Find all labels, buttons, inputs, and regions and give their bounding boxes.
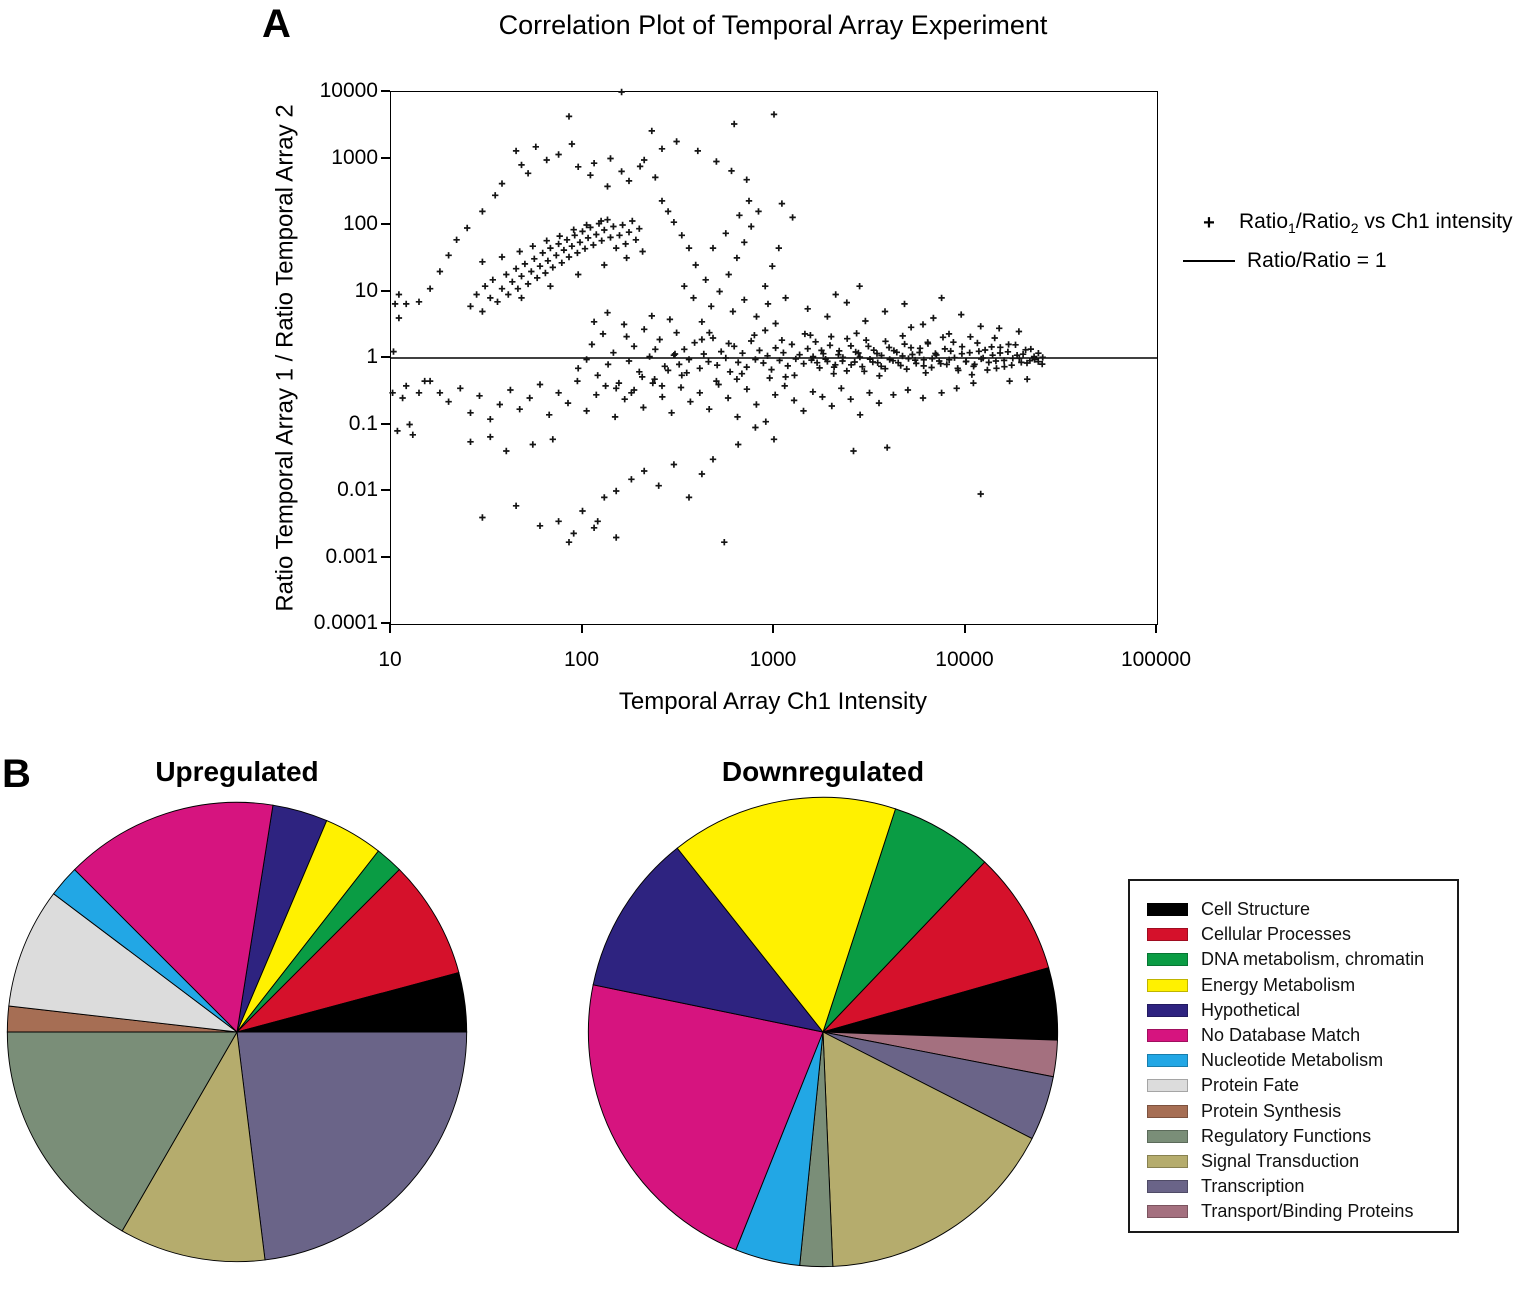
x-tick-mark: [772, 624, 774, 633]
y-tick-label: 100: [342, 212, 378, 235]
y-tick-label: 1000: [331, 145, 378, 169]
pie-downregulated-title: Downregulated: [721, 756, 925, 787]
legend-swatch-icon: [1147, 1029, 1188, 1042]
legend-swatch-icon: [1147, 1004, 1188, 1017]
x-tick-label: 10000: [935, 648, 994, 671]
scatter-plot-svg: [391, 92, 1157, 624]
pie-upregulated: [5, 800, 469, 1264]
pie-legend-label: Regulatory Functions: [1201, 1125, 1372, 1146]
scatter-plot-area: [390, 91, 1513, 625]
pie-legend-item: [1147, 897, 1457, 922]
scatter-legend: [1179, 204, 1539, 280]
y-tick-label: 1: [366, 345, 378, 368]
y-tick-mark: [381, 157, 390, 159]
panel-b-label: B: [2, 752, 31, 796]
x-tick-mark: [581, 624, 583, 633]
x-tick-mark: [964, 624, 966, 633]
pie-legend-item: [1147, 1023, 1457, 1048]
pie-legend-label: Hypothetical: [1201, 999, 1301, 1020]
scatter-legend-series-row: [1179, 204, 1539, 242]
pie-legend-label: Transport/Binding Proteins: [1201, 1201, 1414, 1222]
pie-legend-label: Energy Metabolism: [1201, 974, 1356, 995]
y-tick-mark: [381, 556, 390, 558]
x-tick-label: 100000: [1120, 648, 1192, 671]
pie-legend-label: Cellular Processes: [1201, 924, 1352, 945]
x-tick-mark: [389, 624, 391, 633]
pie-legend: [1128, 879, 1459, 1233]
legend-swatch-icon: [1147, 1054, 1188, 1067]
legend-swatch-icon: [1147, 1205, 1188, 1218]
pie-legend-label: Protein Synthesis: [1201, 1100, 1342, 1121]
x-tick-label: 100: [563, 648, 600, 671]
legend-swatch-icon: [1147, 1155, 1188, 1168]
pie-legend-item: [1147, 1124, 1457, 1149]
legend-swatch-icon: [1147, 1180, 1188, 1193]
legend-swatch-icon: [1147, 979, 1188, 992]
y-tick-mark: [381, 90, 390, 92]
pie-slice: [237, 1032, 467, 1260]
pie-legend-label: No Database Match: [1201, 1025, 1361, 1046]
pie-legend-label: Protein Fate: [1201, 1075, 1300, 1096]
pie-downregulated: [586, 795, 1060, 1269]
pie-legend-label: Nucleotide Metabolism: [1201, 1050, 1384, 1071]
pie-legend-item: [1147, 1073, 1457, 1098]
legend-swatch-icon: [1147, 1079, 1188, 1092]
y-tick-label: 0.001: [325, 544, 378, 568]
pie-legend-item: [1147, 1048, 1457, 1073]
scatter-points: [389, 89, 1046, 546]
pie-upregulated-title: Upregulated: [155, 756, 319, 787]
pie-legend-label: Cell Structure: [1201, 899, 1311, 920]
y-tick-mark: [381, 489, 390, 491]
y-tick-label: 0.01: [337, 478, 378, 501]
scatter-y-axis-title: Ratio Temporal Array 1 / Ratio Temporal Array 2: [271, 104, 299, 612]
x-tick-label: 10: [378, 648, 402, 671]
pie-legend-label: Transcription: [1201, 1176, 1305, 1197]
scatter-legend-line-row: [1179, 242, 1539, 280]
panel-a-label: A: [262, 2, 291, 46]
y-tick-label: 0.1: [348, 411, 378, 435]
pie-legend-item: [1147, 947, 1457, 972]
scatter-legend-line-label: Ratio/Ratio = 1: [1247, 249, 1387, 272]
scatter-title: Correlation Plot of Temporal Array Experiment: [498, 10, 1048, 40]
pie-legend-item: [1147, 1099, 1457, 1124]
pie-legend-label: Signal Transduction: [1201, 1150, 1360, 1171]
y-tick-mark: [381, 423, 390, 425]
pie-legend-item: [1147, 973, 1457, 998]
legend-swatch-icon: [1147, 928, 1188, 941]
scatter-x-axis-title: Temporal Array Ch1 Intensity: [618, 688, 928, 715]
legend-swatch-icon: [1147, 903, 1188, 916]
x-tick-label: 1000: [749, 648, 797, 671]
pie-legend-item: [1147, 1149, 1457, 1174]
x-tick-mark: [1155, 624, 1157, 633]
pie-legend-item: [1147, 998, 1457, 1023]
legend-swatch-icon: [1147, 1105, 1188, 1118]
y-tick-mark: [381, 290, 390, 292]
reference-line-icon: [1183, 260, 1235, 262]
pie-legend-item: [1147, 1199, 1457, 1224]
legend-swatch-icon: [1147, 953, 1188, 966]
pie-legend-label: DNA metabolism, chromatin: [1201, 949, 1425, 970]
y-tick-mark: [381, 356, 390, 358]
y-tick-label: 10000: [319, 79, 378, 102]
plus-marker-icon: +: [1203, 211, 1215, 234]
legend-swatch-icon: [1147, 1130, 1188, 1143]
y-tick-mark: [381, 223, 390, 225]
y-tick-label: 0.0001: [313, 611, 378, 634]
y-tick-label: 10: [354, 278, 378, 302]
pie-legend-item: [1147, 1174, 1457, 1199]
scatter-legend-series-label: Ratio$_1$/Ratio$_2$ vs Ch1 intensity: [1239, 209, 1513, 237]
pie-legend-item: [1147, 922, 1457, 947]
